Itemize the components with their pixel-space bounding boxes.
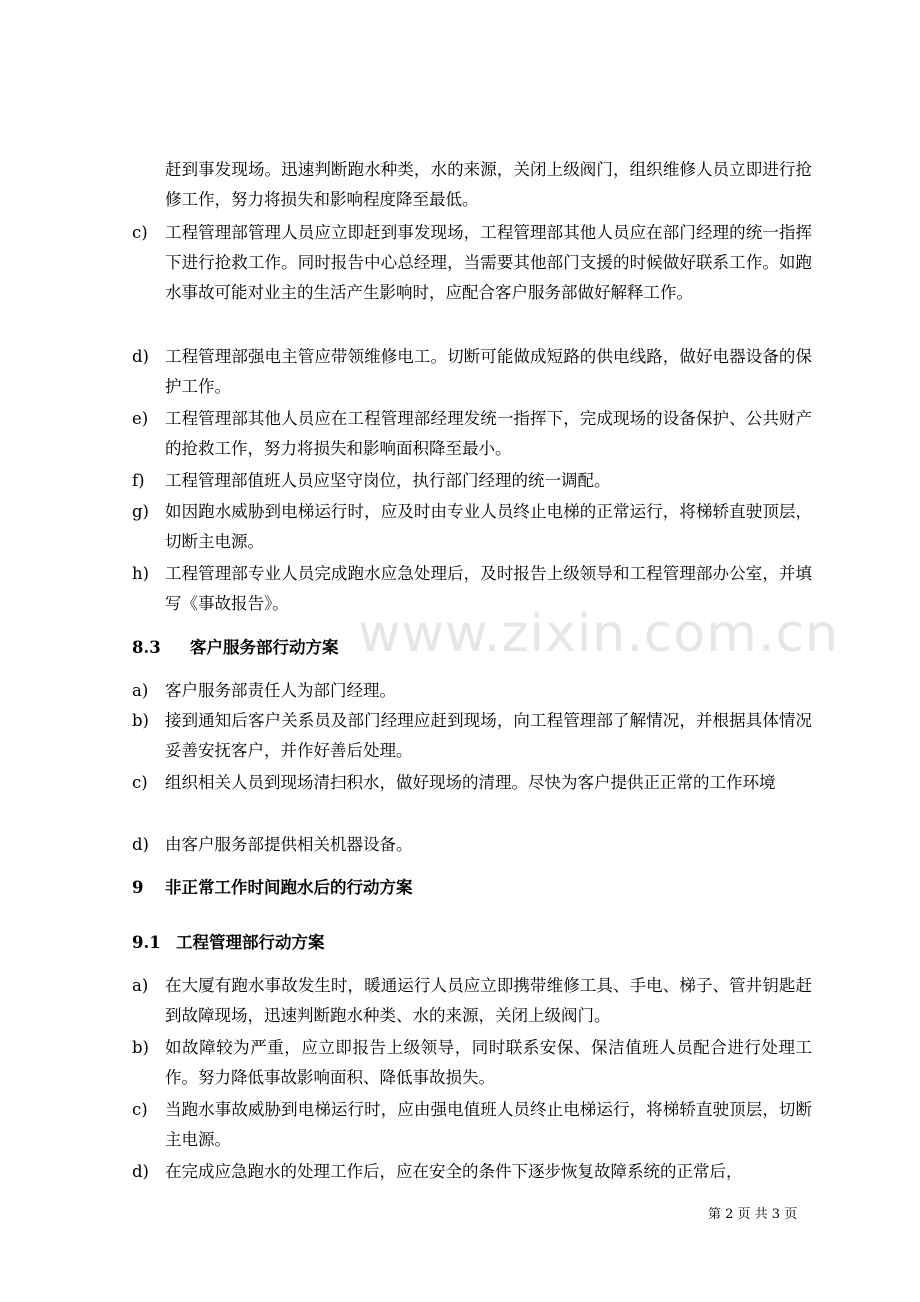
section-heading (132, 633, 339, 663)
list-item-text: 如因跑水威胁到电梯运行时，应及时由专业人员终止电梯的正常运行，将梯轿直驶顶层，切断主电源。 (165, 502, 812, 551)
list-item (132, 830, 812, 860)
list-item-text: 工程管理部专业人员完成跑水应急处理后，及时报告上级领导和工程管理部办公室，并填写《事故报告》。 (165, 564, 812, 613)
list-marker: h) (132, 564, 150, 583)
list-item (132, 676, 812, 706)
list-marker: d) (132, 347, 149, 366)
list-item (132, 559, 812, 619)
list-item (132, 466, 812, 496)
list-item-text: 接到通知后客户关系员及部门经理应赶到现场，向工程管理部了解情况，并根据具体情况妥善安抚客户，并作好善后处理。 (165, 711, 812, 760)
list-item-text: 工程管理部管理人员应立即赶到事发现场，工程管理部其他人员应在部门经理的统一指挥下进行抢救工作。同时报告中心总经理，当需要其他部门支援的时候做好联系工作。如跑水事故可能对业主的生活产生影响时，应配合客户服务部做好解释工作。 (165, 223, 812, 302)
list-item-text: 工程管理部其他人员应在工程管理部经理发统一指挥下，完成现场的设备保护、公共财产的抢救工作，努力将损失和影响面积降至最小。 (165, 409, 812, 458)
list-item-text: 由客户服务部提供相关机器设备。 (165, 835, 413, 854)
list-item (132, 971, 812, 1031)
list-marker: g) (132, 502, 149, 521)
section-number: 8.3 (132, 638, 161, 657)
list-item-text: 组织相关人员到现场清扫积水，做好现场的清理。尽快为客户提供正正常的工作环境 (165, 773, 776, 792)
chapter-heading (132, 873, 413, 903)
list-item (132, 768, 812, 798)
page-footer: 第 2 页 共 3 页 (708, 1207, 798, 1222)
list-marker: e) (132, 409, 149, 428)
list-item (132, 497, 812, 557)
list-item (132, 342, 812, 402)
section-number: 9.1 (132, 933, 161, 952)
list-item-text: 客户服务部责任人为部门经理。 (165, 681, 396, 700)
list-marker: c) (132, 1100, 148, 1119)
list-item (132, 218, 812, 308)
list-marker: a) (132, 976, 149, 995)
section-title: 客户服务部行动方案 (190, 638, 339, 657)
section-title: 工程管理部行动方案 (176, 933, 325, 952)
list-marker: b) (132, 711, 149, 730)
list-marker: d) (132, 835, 149, 854)
list-item-text: 在大厦有跑水事故发生时，暖通运行人员应立即携带维修工具、手电、梯子、管井钥匙赶到故障现场，迅速判断跑水种类、水的来源，关闭上级阀门。 (165, 976, 812, 1025)
list-item (132, 404, 812, 464)
list-marker: c) (132, 223, 148, 242)
list-marker: c) (132, 773, 148, 792)
list-marker: a) (132, 681, 149, 700)
section-heading (132, 928, 325, 958)
list-item (132, 1095, 812, 1155)
list-marker: d) (132, 1162, 149, 1181)
list-item (132, 1157, 812, 1187)
continuation-paragraph: 赶到事发现场。迅速判断跑水种类，水的来源，关闭上级阀门，组织维修人员立即进行抢修工作，努力将损失和影响程度降至最低。 (165, 160, 812, 209)
list-item-text: 当跑水事故威胁到电梯运行时，应由强电值班人员终止电梯运行，将梯轿直驶顶层，切断主电源。 (165, 1100, 812, 1149)
list-item-text: 工程管理部值班人员应坚守岗位，执行部门经理的统一调配。 (165, 471, 611, 490)
list-item-text: 工程管理部强电主管应带领维修电工。切断可能做成短路的供电线路，做好电器设备的保护工作。 (165, 347, 812, 396)
section-number: 9 (132, 878, 144, 897)
list-marker: b) (132, 1038, 149, 1057)
list-item (132, 1033, 812, 1093)
list-item (132, 706, 812, 766)
list-item-text: 在完成应急跑水的处理工作后，应在安全的条件下逐步恢复故障系统的正常后， (165, 1162, 743, 1181)
list-marker: f) (132, 471, 145, 490)
watermark: www.zixin.com.cn (358, 604, 839, 664)
list-item-text: 如故障较为严重，应立即报告上级领导，同时联系安保、保洁值班人员配合进行处理工作。努力降低事故影响面积、降低事故损失。 (165, 1038, 812, 1087)
section-title: 非正常工作时间跑水后的行动方案 (165, 878, 413, 897)
